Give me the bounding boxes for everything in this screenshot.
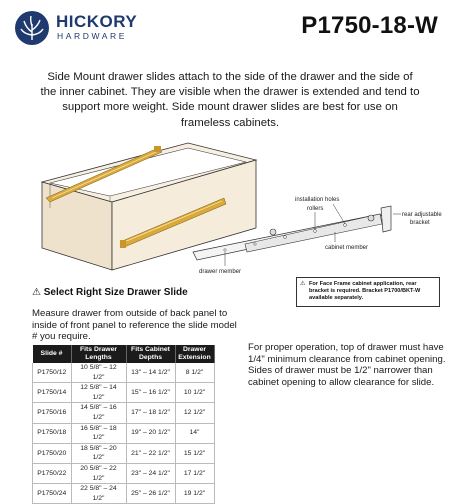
column-header: Slide # xyxy=(33,345,72,363)
table-header-row xyxy=(33,345,215,363)
table-cell: 8 1/2" xyxy=(175,363,214,383)
cabinet-member-label: cabinet member xyxy=(325,245,369,251)
table-cell: 15 1/2" xyxy=(175,443,214,463)
column-header: Fits Cabinet Depths xyxy=(126,345,175,363)
select-size-heading xyxy=(32,287,188,298)
proper-operation-text: For proper operation, top of drawer must have 1/4" minimum clearance from cabinet opening. Sides of drawer must be 1/2" narrower than cabinet opening to allow clearance for slide. xyxy=(248,342,446,388)
face-frame-note xyxy=(296,277,440,307)
brand-subtitle: HARDWARE xyxy=(57,31,128,41)
table-cell: 25" – 26 1/2" xyxy=(126,484,175,504)
warning-icon: ⚠ xyxy=(32,287,41,298)
table-cell: 12 5/8" – 14 1/2" xyxy=(71,383,126,403)
table-cell: 20 5/8" – 22 1/2" xyxy=(71,463,126,483)
slide-callouts xyxy=(185,190,450,280)
hickory-logo-icon xyxy=(14,10,50,46)
select-size-heading-text: Select Right Size Drawer Slide xyxy=(43,287,188,298)
table-cell: 13" – 14 1/2" xyxy=(126,363,175,383)
table-cell: 22 5/8" – 24 1/2" xyxy=(71,484,126,504)
table-cell: 12 1/2" xyxy=(175,403,214,423)
table-cell: 21" – 22 1/2" xyxy=(126,443,175,463)
table-cell: 10 1/2" xyxy=(175,383,214,403)
rear-bracket-label-2: bracket xyxy=(410,220,430,226)
table-cell: P1750/22 xyxy=(33,463,72,483)
model-number: P1750-18-W xyxy=(301,12,438,39)
measure-instructions: Measure drawer from outside of back panel to inside of front panel to reference the slide model # you require. xyxy=(32,308,237,343)
table-cell: 19" – 20 1/2" xyxy=(126,423,175,443)
table-cell: 19 1/2" xyxy=(175,484,214,504)
column-header: Drawer Extension xyxy=(175,345,214,363)
table-row xyxy=(33,363,215,383)
table-cell: 18 5/8" – 20 1/2" xyxy=(71,443,126,463)
installation-holes-label: installation holes xyxy=(295,197,340,203)
table-cell: 17 1/2" xyxy=(175,463,214,483)
table-cell: P1750/14 xyxy=(33,383,72,403)
brand-name: HICKORY xyxy=(56,12,138,31)
column-header: Fits Drawer Lengths xyxy=(71,345,126,363)
table-row xyxy=(33,484,215,504)
rear-bracket-label-1: rear adjustable xyxy=(402,212,442,218)
warning-icon: ⚠ xyxy=(300,281,306,287)
table-cell: 23" – 24 1/2" xyxy=(126,463,175,483)
table-cell: P1750/16 xyxy=(33,403,72,423)
table-row xyxy=(33,403,215,423)
table-row xyxy=(33,383,215,403)
intro-paragraph: Side Mount drawer slides attach to the side of the drawer and the side of the inner cabinet. They are visible when the drawer is extended and tend to support more weight. Side mount drawer slides are best for use on frameless cabinets. xyxy=(40,71,420,129)
table-cell: 14" xyxy=(175,423,214,443)
table-cell: P1750/12 xyxy=(33,363,72,383)
table-row xyxy=(33,443,215,463)
drawer-member-label: drawer member xyxy=(199,269,242,275)
table-cell: P1750/20 xyxy=(33,443,72,463)
table-cell: 14 5/8" – 16 1/2" xyxy=(71,403,126,423)
slide-size-table xyxy=(32,345,215,504)
table-cell: P1750/24 xyxy=(33,484,72,504)
table-row xyxy=(33,423,215,443)
table-row xyxy=(33,463,215,483)
table-cell: 15" – 16 1/2" xyxy=(126,383,175,403)
table-cell: 17" – 18 1/2" xyxy=(126,403,175,423)
face-frame-note-text: For Face Frame cabinet application, rear bracket is required. Bracket P1700/BKT-W available separately. xyxy=(309,281,421,301)
table-cell: 16 5/8" – 18 1/2" xyxy=(71,423,126,443)
rollers-label: rollers xyxy=(307,206,324,212)
table-cell: 10 5/8" – 12 1/2" xyxy=(71,363,126,383)
table-cell: P1750/18 xyxy=(33,423,72,443)
